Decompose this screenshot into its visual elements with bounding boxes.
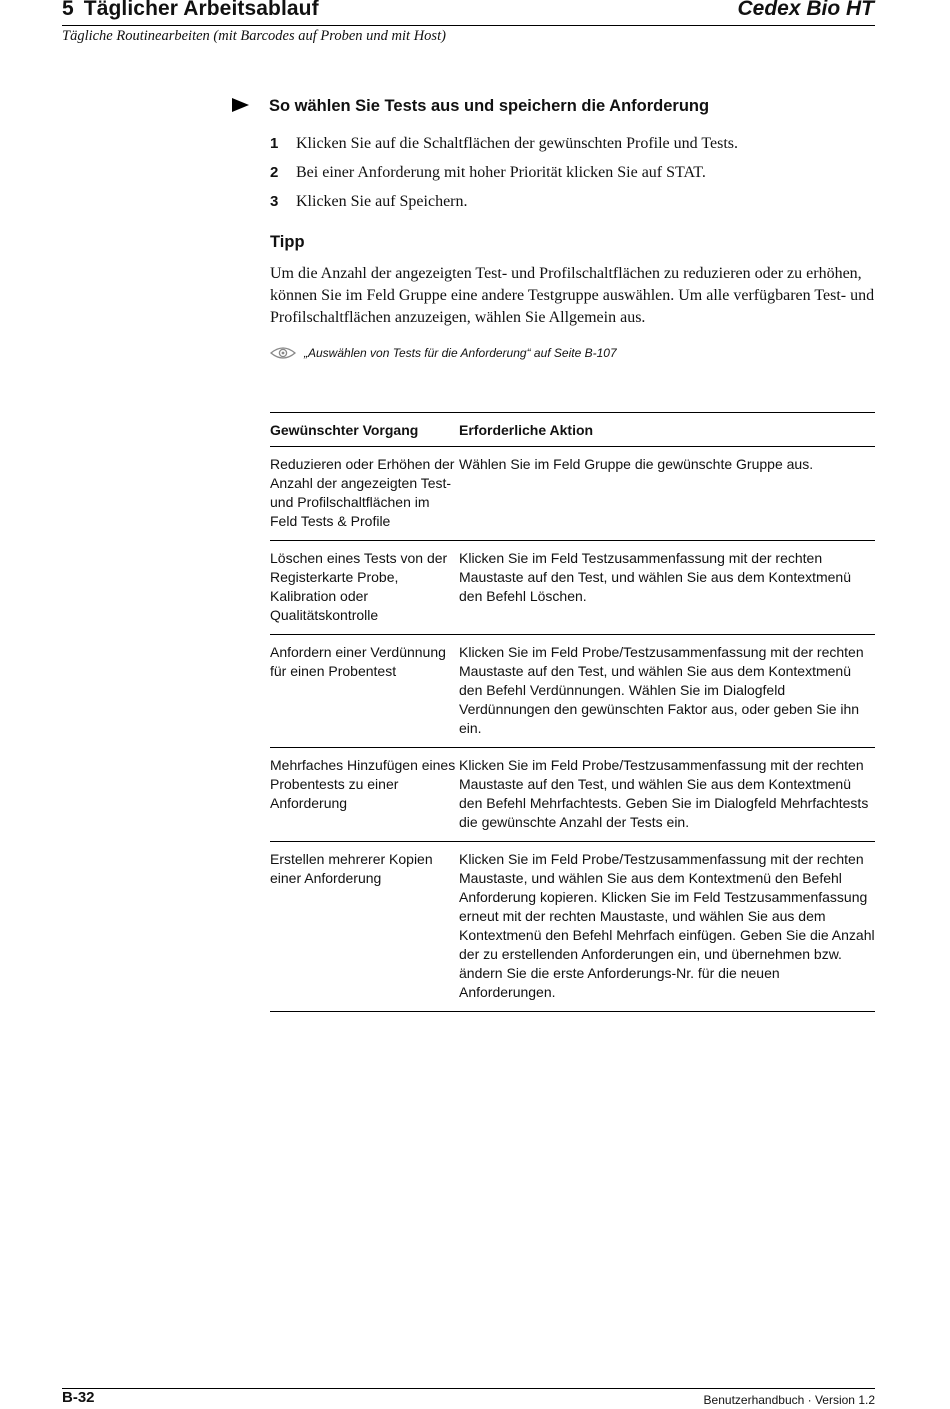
column-header-task: Gewünschter Vorgang bbox=[270, 421, 419, 438]
table-row bbox=[270, 634, 875, 747]
procedure-steps bbox=[270, 135, 738, 222]
step-text: Bei einer Anforderung mit hoher Priorität klicken Sie auf STAT. bbox=[296, 164, 706, 181]
procedure-title-text: So wählen Sie Tests aus und speichern die Anforderung bbox=[269, 97, 710, 115]
table-row bbox=[270, 747, 875, 841]
table-row bbox=[270, 540, 875, 634]
header-rule bbox=[62, 25, 875, 26]
cross-reference-text[interactable]: „Auswählen von Tests für die Anforderung“ auf Seite B-107 bbox=[304, 346, 617, 360]
tip-text: Um die Anzahl der angezeigten Test- und Profilschaltflächen zu reduzieren oder zu erhöhen, können Sie im Feld Gruppe eine andere Testgruppe auswählen. Um alle verfügbaren Test- und Profilschaltflächen anzuzeigen, wählen Sie Allgemein aus. bbox=[270, 265, 875, 326]
step-item bbox=[270, 135, 738, 164]
step-number: 3 bbox=[270, 193, 279, 210]
chapter-title: Täglicher Arbeitsablauf bbox=[83, 0, 319, 20]
task-cell: Erstellen mehrerer Kopien einer Anforderung bbox=[270, 851, 433, 886]
table-header-row bbox=[270, 412, 875, 447]
task-cell: Reduzieren oder Erhöhen der Anzahl der angezeigten Test- und Profilschaltflächen im Feld Tests & Profile bbox=[270, 456, 455, 529]
section-subtitle: Tägliche Routinearbeiten (mit Barcodes auf Proben und mit Host) bbox=[62, 28, 446, 44]
action-cell: Klicken Sie im Feld Testzusammenfassung mit der rechten Maustaste auf den Test, und wählen Sie aus dem Kontextmenü den Befehl Löschen. bbox=[459, 550, 851, 604]
column-header-action: Erforderliche Aktion bbox=[459, 421, 594, 438]
step-text: Klicken Sie auf die Schaltflächen der gewünschten Profile und Tests. bbox=[296, 135, 739, 152]
task-cell: Löschen eines Tests von der Registerkarte Probe, Kalibration oder Qualitätskontrolle bbox=[270, 550, 448, 623]
chapter-number: 5 bbox=[62, 0, 74, 20]
brand-name: Cedex Bio HT bbox=[737, 0, 874, 20]
procedure-arrow-icon bbox=[232, 98, 249, 112]
action-cell: Klicken Sie im Feld Probe/Testzusammenfassung mit der rechten Maustaste auf den Test, und wählen Sie aus dem Kontextmenü den Befehl Verdünnungen. Wählen Sie im Dialogfeld Verdünnungen den gewünschten Faktor aus, oder geben Sie ihn ein. bbox=[459, 644, 864, 736]
task-cell: Anfordern einer Verdünnung für einen Probentest bbox=[270, 644, 446, 679]
step-item bbox=[270, 193, 738, 222]
eye-icon bbox=[270, 346, 296, 360]
step-number: 2 bbox=[270, 164, 279, 181]
action-cell: Wählen Sie im Feld Gruppe die gewünschte Gruppe aus. bbox=[459, 456, 814, 472]
cross-reference[interactable] bbox=[270, 346, 617, 360]
step-text: Klicken Sie auf Speichern. bbox=[296, 193, 468, 210]
step-item bbox=[270, 164, 738, 193]
footer-rule bbox=[62, 1388, 875, 1389]
page-number: B-32 bbox=[62, 1389, 95, 1406]
step-number: 1 bbox=[270, 135, 279, 152]
action-cell: Klicken Sie im Feld Probe/Testzusammenfassung mit der rechten Maustaste, und wählen Sie aus dem Kontextmenü den Befehl Anforderung kopieren. Klicken Sie im Feld Testzusammenfassung erneut mit der rechten Maustaste, und wählen Sie aus dem Kontextmenü den Befehl Mehrfach einfügen. Geben Sie die Anzahl der zu erstellenden Anforderungen ein, und übernehmen bzw. ändern Sie die erste Anforderungs-Nr. für die neuen Anforderungen. bbox=[459, 851, 875, 1000]
procedure-title bbox=[232, 97, 709, 116]
manual-version: Benutzerhandbuch · Version 1.2 bbox=[703, 1393, 875, 1407]
tip-heading: Tipp bbox=[270, 233, 305, 251]
task-cell: Mehrfaches Hinzufügen eines Probentests zu einer Anforderung bbox=[270, 757, 456, 811]
table-row bbox=[270, 447, 875, 540]
action-cell: Klicken Sie im Feld Probe/Testzusammenfassung mit der rechten Maustaste auf den Test, und wählen Sie aus dem Kontextmenü den Befehl Mehrfachtests. Geben Sie im Dialogfeld Mehrfachtests die gewünschte Anzahl der Tests ein. bbox=[459, 757, 869, 830]
action-table bbox=[270, 412, 875, 1012]
table-row bbox=[270, 841, 875, 1012]
chapter-heading bbox=[62, 0, 319, 21]
